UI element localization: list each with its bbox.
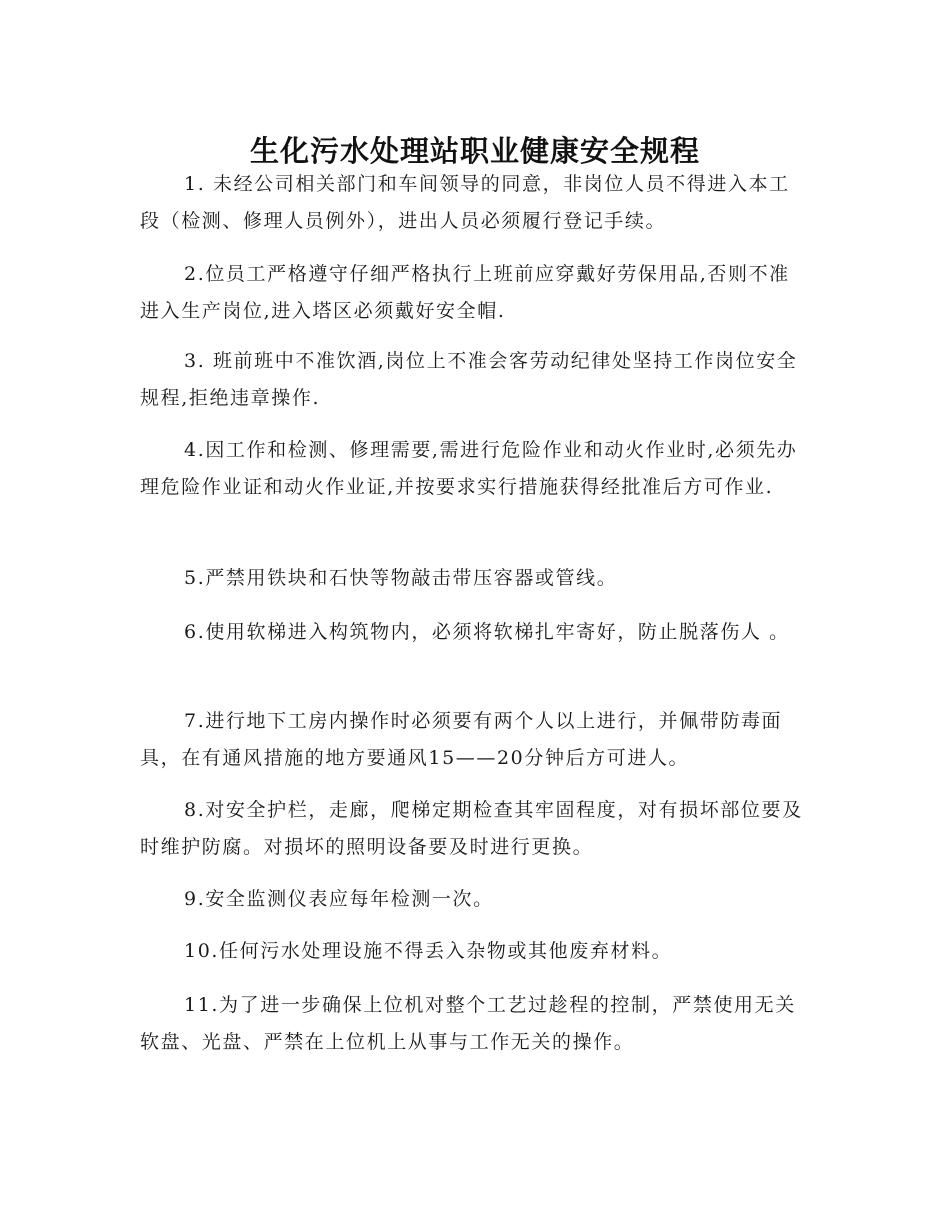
rule-item-8: 8.对安全护栏，走廊，爬梯定期检查其牢固程度，对有损坏部位要及时维护防腐。对损坏的照明设备要及时进行更换。	[140, 799, 803, 858]
rule-item-5: 5.严禁用铁块和石快等物敲击带压容器或管线。	[184, 567, 618, 589]
rule-item-4: 4.因工作和检测、修理需要,需进行危险作业和动火作业时,必须先办理危险作业证和动火作业证,并按要求实行措施获得经批准后方可作业.	[140, 439, 798, 498]
rule-item-1: 1. 未经公司相关部门和车间领导的同意，非岗位人员不得进入本工段（检测、修理人员例外），进出人员必须履行登记手续。	[140, 173, 790, 232]
rule-item-2: 2.位员工严格遵守仔细严格执行上班前应穿戴好劳保用品,否则不准进入生产岗位,进入塔区必须戴好安全帽.	[140, 263, 790, 322]
rule-item-3: 3. 班前班中不准饮酒,岗位上不准会客劳动纪律处坚持工作岗位安全规程,拒绝违章操作.	[140, 350, 798, 409]
document-title: 生化污水处理站职业健康安全规程	[249, 134, 700, 169]
rule-item-6: 6.使用软梯进入构筑物内，必须将软梯扎牢寄好，防止脱落伤人 。	[184, 621, 790, 643]
rule-item-7: 7.进行地下工房内操作时必须要有两个人以上进行，并佩带防毒面具，在有通风措施的地方要通风15——20分钟后方可进人。	[140, 710, 783, 769]
rule-item-11: 11.为了进一步确保上位机对整个工艺过趁程的控制，严禁使用无关软盘、光盘、严禁在上位机上从事与工作无关的操作。	[140, 994, 796, 1053]
rule-item-10: 10.任何污水处理设施不得丢入杂物或其他废弃材料。	[184, 940, 673, 962]
rule-item-9: 9.安全监测仪表应每年检测一次。	[184, 888, 494, 910]
